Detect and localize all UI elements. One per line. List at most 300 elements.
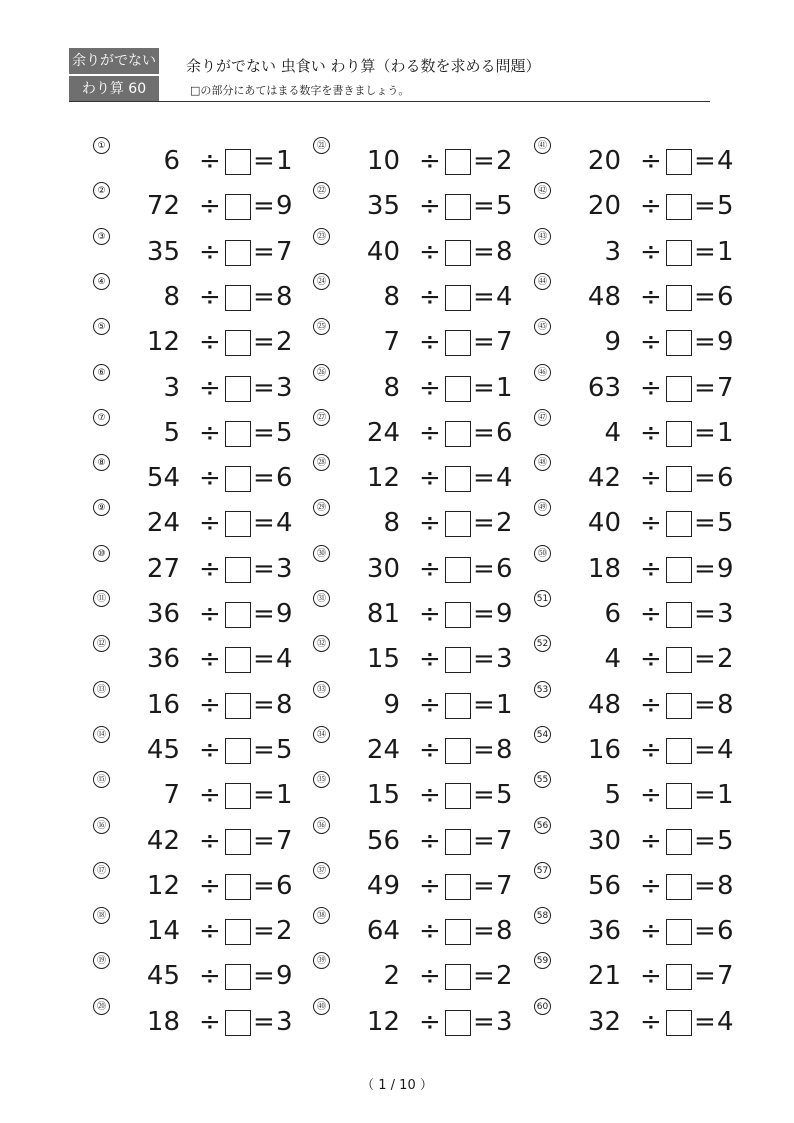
divide-sign: ÷: [640, 916, 662, 947]
quotient: 3: [717, 599, 734, 629]
problem-item: [313, 820, 523, 863]
quotient: 6: [717, 916, 734, 947]
answer-box[interactable]: [445, 330, 471, 356]
problem-item: [534, 276, 744, 319]
equals-sign: =: [253, 146, 275, 176]
answer-box[interactable]: [445, 1010, 471, 1036]
problem-item: [534, 684, 744, 727]
divide-sign: ÷: [419, 417, 441, 448]
dividend: 24: [366, 734, 400, 765]
dividend: 4: [604, 644, 621, 675]
problem-number: ⑫: [93, 635, 110, 652]
divide-sign: ÷: [640, 191, 662, 222]
quotient: 3: [276, 372, 293, 403]
answer-box[interactable]: [225, 240, 251, 266]
badge-top-label: 余りがでない: [69, 48, 159, 74]
divide-sign: ÷: [640, 463, 662, 494]
dividend: 2: [383, 961, 400, 992]
quotient: 5: [496, 780, 513, 811]
problem-item: [313, 143, 523, 183]
answer-box[interactable]: [225, 647, 251, 673]
problem-number: ⑪: [93, 590, 110, 607]
equals-sign: =: [694, 236, 716, 267]
answer-box[interactable]: [445, 421, 471, 447]
problem-number: ㉔: [313, 273, 330, 290]
divide-sign: ÷: [640, 327, 662, 358]
dividend: 10: [366, 146, 400, 176]
equals-sign: =: [473, 644, 495, 675]
divide-sign: ÷: [419, 191, 441, 222]
quotient: 2: [496, 508, 513, 539]
dividend: 20: [587, 191, 621, 222]
answer-box[interactable]: [666, 919, 692, 945]
problem-item: [313, 505, 523, 545]
problem-item: [313, 412, 523, 455]
equals-sign: =: [694, 780, 716, 811]
answer-box[interactable]: [666, 466, 692, 492]
answer-box[interactable]: [666, 240, 692, 266]
quotient: 3: [496, 1006, 513, 1037]
problem-number: ㉗: [313, 409, 330, 426]
dividend: 6: [163, 146, 180, 176]
divide-sign: ÷: [419, 780, 441, 811]
problem-number: ⑩: [93, 545, 110, 562]
problem-number: 56: [534, 817, 551, 834]
answer-box[interactable]: [445, 693, 471, 719]
dividend: 40: [366, 236, 400, 267]
answer-box[interactable]: [666, 285, 692, 311]
answer-box[interactable]: [666, 829, 692, 855]
quotient: 7: [496, 825, 513, 856]
quotient: 9: [717, 553, 734, 584]
worksheet-badge: [69, 48, 159, 102]
problem-number: ⑦: [93, 409, 110, 426]
problem-item: [313, 596, 523, 636]
dividend: 56: [366, 825, 400, 856]
problem-item: [534, 820, 744, 863]
dividend: 8: [383, 508, 400, 539]
problem-item: [313, 188, 523, 228]
answer-box[interactable]: [225, 557, 251, 583]
quotient: 4: [717, 734, 734, 765]
problem-number: 55: [534, 771, 551, 788]
answer-box[interactable]: [445, 738, 471, 764]
quotient: 7: [717, 961, 734, 992]
problem-number: 53: [534, 681, 551, 698]
problem-item: [93, 641, 303, 681]
divide-sign: ÷: [199, 508, 221, 539]
problem-item: [534, 548, 744, 591]
answer-box[interactable]: [666, 602, 692, 628]
problem-number: ㊺: [534, 318, 551, 335]
problem-item: [534, 1001, 744, 1044]
answer-box[interactable]: [445, 964, 471, 990]
answer-box[interactable]: [445, 919, 471, 945]
problem-item: [93, 913, 303, 953]
equals-sign: =: [694, 689, 716, 720]
equals-sign: =: [253, 599, 275, 629]
problem-item: [534, 913, 744, 953]
divide-sign: ÷: [199, 146, 221, 176]
problem-number: ㉟: [313, 771, 330, 788]
answer-box[interactable]: [445, 602, 471, 628]
dividend: 12: [146, 327, 180, 358]
quotient: 1: [717, 417, 734, 448]
problem-item: [313, 865, 523, 908]
divide-sign: ÷: [640, 870, 662, 901]
problem-number: ㉝: [313, 681, 330, 698]
quotient: 9: [276, 961, 293, 992]
quotient: 2: [717, 644, 734, 675]
dividend: 6: [604, 599, 621, 629]
dividend: 63: [587, 372, 621, 403]
answer-box[interactable]: [225, 783, 251, 809]
answer-box[interactable]: [445, 466, 471, 492]
dividend: 64: [366, 916, 400, 947]
equals-sign: =: [473, 780, 495, 811]
answer-box[interactable]: [666, 511, 692, 537]
quotient: 2: [496, 961, 513, 992]
problem-number: ③: [93, 228, 110, 245]
divide-sign: ÷: [419, 961, 441, 992]
divide-sign: ÷: [419, 236, 441, 267]
dividend: 81: [366, 599, 400, 629]
problem-number: ㊾: [534, 499, 551, 516]
dividend: 5: [163, 417, 180, 448]
equals-sign: =: [253, 916, 275, 947]
dividend: 21: [587, 961, 621, 992]
equals-sign: =: [473, 689, 495, 720]
equals-sign: =: [253, 236, 275, 267]
equals-sign: =: [473, 916, 495, 947]
equals-sign: =: [253, 191, 275, 222]
problem-number: ㉖: [313, 364, 330, 381]
problem-number: ㊳: [313, 907, 330, 924]
dividend: 56: [587, 870, 621, 901]
dividend: 9: [383, 689, 400, 720]
answer-box[interactable]: [445, 285, 471, 311]
divide-sign: ÷: [419, 1006, 441, 1037]
problem-number: ㊶: [534, 137, 551, 154]
quotient: 4: [717, 1006, 734, 1037]
problem-number: ㉕: [313, 318, 330, 335]
answer-box[interactable]: [225, 738, 251, 764]
answer-box[interactable]: [666, 1010, 692, 1036]
quotient: 6: [276, 870, 293, 901]
equals-sign: =: [253, 417, 275, 448]
answer-box[interactable]: [225, 330, 251, 356]
dividend: 72: [146, 191, 180, 222]
quotient: 2: [496, 146, 513, 176]
quotient: 8: [276, 689, 293, 720]
problem-number: ㊿: [534, 545, 551, 562]
problem-number: ㊼: [534, 409, 551, 426]
problem-number: ㉒: [313, 182, 330, 199]
dividend: 35: [146, 236, 180, 267]
problem-number: 51: [534, 590, 551, 607]
problem-item: [93, 596, 303, 636]
answer-box[interactable]: [225, 602, 251, 628]
answer-box[interactable]: [666, 330, 692, 356]
answer-box[interactable]: [225, 1010, 251, 1036]
problem-number: 58: [534, 907, 551, 924]
divide-sign: ÷: [640, 146, 662, 176]
dividend: 40: [587, 508, 621, 539]
dividend: 36: [587, 916, 621, 947]
divide-sign: ÷: [419, 916, 441, 947]
answer-box[interactable]: [225, 511, 251, 537]
dividend: 8: [163, 281, 180, 312]
dividend: 32: [587, 1006, 621, 1037]
quotient: 8: [496, 916, 513, 947]
answer-box[interactable]: [445, 647, 471, 673]
problem-number: ㉑: [313, 137, 330, 154]
quotient: 4: [717, 146, 734, 176]
quotient: 8: [717, 689, 734, 720]
divide-sign: ÷: [199, 689, 221, 720]
divide-sign: ÷: [199, 191, 221, 222]
divide-sign: ÷: [419, 281, 441, 312]
quotient: 9: [276, 191, 293, 222]
answer-box[interactable]: [225, 376, 251, 402]
equals-sign: =: [473, 1006, 495, 1037]
problem-item: [313, 548, 523, 591]
divide-sign: ÷: [419, 372, 441, 403]
dividend: 20: [587, 146, 621, 176]
answer-box[interactable]: [445, 149, 471, 175]
answer-box[interactable]: [445, 376, 471, 402]
equals-sign: =: [473, 327, 495, 358]
dividend: 54: [146, 463, 180, 494]
equals-sign: =: [473, 961, 495, 992]
problem-number: ⑤: [93, 318, 110, 335]
problem-item: [93, 324, 303, 364]
equals-sign: =: [253, 508, 275, 539]
dividend: 3: [604, 236, 621, 267]
equals-sign: =: [253, 734, 275, 765]
problem-number: 60: [534, 998, 551, 1015]
quotient: 2: [276, 327, 293, 358]
answer-box[interactable]: [445, 874, 471, 900]
page-number: （ 1 / 10 ）: [361, 1078, 433, 1093]
dividend: 42: [146, 825, 180, 856]
dividend: 48: [587, 689, 621, 720]
problem-item: [534, 865, 744, 908]
answer-box[interactable]: [666, 874, 692, 900]
problem-number: ㉛: [313, 590, 330, 607]
quotient: 3: [276, 1006, 293, 1037]
problem-number: ㊴: [313, 952, 330, 969]
header-divider: [69, 101, 710, 102]
problem-item: [93, 367, 303, 410]
answer-box[interactable]: [225, 964, 251, 990]
answer-box[interactable]: [445, 783, 471, 809]
divide-sign: ÷: [199, 599, 221, 629]
answer-box[interactable]: [666, 421, 692, 447]
dividend: 4: [604, 417, 621, 448]
dividend: 14: [146, 916, 180, 947]
problem-number: ㊽: [534, 454, 551, 471]
problem-item: [93, 684, 303, 727]
problem-item: [93, 777, 303, 817]
problem-number: ⑬: [93, 681, 110, 698]
answer-box[interactable]: [225, 466, 251, 492]
problem-number: ㉚: [313, 545, 330, 562]
quotient: 1: [496, 689, 513, 720]
dividend: 16: [146, 689, 180, 720]
quotient: 7: [276, 825, 293, 856]
problem-item: [534, 777, 744, 817]
equals-sign: =: [473, 734, 495, 765]
divide-sign: ÷: [419, 508, 441, 539]
problem-number: ⑳: [93, 998, 110, 1015]
quotient: 9: [496, 599, 513, 629]
divide-sign: ÷: [199, 870, 221, 901]
quotient: 3: [276, 553, 293, 584]
problem-item: [313, 367, 523, 410]
answer-box[interactable]: [666, 783, 692, 809]
divide-sign: ÷: [419, 327, 441, 358]
answer-box[interactable]: [666, 149, 692, 175]
answer-box[interactable]: [666, 194, 692, 220]
problem-number: ㊻: [534, 364, 551, 381]
quotient: 6: [276, 463, 293, 494]
equals-sign: =: [253, 1006, 275, 1037]
divide-sign: ÷: [199, 644, 221, 675]
answer-box[interactable]: [225, 194, 251, 220]
equals-sign: =: [473, 146, 495, 176]
quotient: 7: [496, 870, 513, 901]
answer-box[interactable]: [666, 693, 692, 719]
dividend: 18: [146, 1006, 180, 1037]
divide-sign: ÷: [419, 463, 441, 494]
equals-sign: =: [694, 463, 716, 494]
answer-box[interactable]: [225, 829, 251, 855]
equals-sign: =: [473, 599, 495, 629]
quotient: 9: [717, 327, 734, 358]
problem-number: ㉘: [313, 454, 330, 471]
problem-number: ⑥: [93, 364, 110, 381]
quotient: 5: [717, 508, 734, 539]
problem-item: [534, 505, 744, 545]
divide-sign: ÷: [419, 146, 441, 176]
answer-box[interactable]: [445, 194, 471, 220]
answer-box[interactable]: [666, 647, 692, 673]
dividend: 48: [587, 281, 621, 312]
dividend: 15: [366, 644, 400, 675]
problem-item: [93, 412, 303, 455]
quotient: 1: [276, 146, 293, 176]
problem-item: [313, 1001, 523, 1044]
problem-item: [313, 641, 523, 681]
divide-sign: ÷: [199, 734, 221, 765]
answer-box[interactable]: [445, 557, 471, 583]
answer-box[interactable]: [225, 285, 251, 311]
equals-sign: =: [694, 961, 716, 992]
worksheet-instruction: □の部分にあてはまる数字を書きましょう。: [190, 84, 410, 97]
answer-box[interactable]: [666, 738, 692, 764]
equals-sign: =: [694, 599, 716, 629]
equals-sign: =: [694, 281, 716, 312]
dividend: 49: [366, 870, 400, 901]
dividend: 24: [366, 417, 400, 448]
divide-sign: ÷: [640, 417, 662, 448]
divide-sign: ÷: [199, 463, 221, 494]
equals-sign: =: [473, 553, 495, 584]
answer-box[interactable]: [666, 557, 692, 583]
divide-sign: ÷: [419, 870, 441, 901]
answer-box[interactable]: [225, 149, 251, 175]
problem-item: [313, 913, 523, 953]
problem-item: [534, 231, 744, 274]
divide-sign: ÷: [199, 825, 221, 856]
divide-sign: ÷: [199, 372, 221, 403]
answer-box[interactable]: [666, 376, 692, 402]
answer-box[interactable]: [445, 511, 471, 537]
dividend: 5: [604, 780, 621, 811]
problem-number: ⑮: [93, 771, 110, 788]
problem-item: [93, 460, 303, 500]
quotient: 7: [496, 327, 513, 358]
problem-number: 52: [534, 635, 551, 652]
problem-number: 54: [534, 726, 551, 743]
equals-sign: =: [694, 553, 716, 584]
divide-sign: ÷: [640, 780, 662, 811]
answer-box[interactable]: [445, 240, 471, 266]
equals-sign: =: [473, 508, 495, 539]
answer-box[interactable]: [225, 874, 251, 900]
quotient: 6: [717, 463, 734, 494]
problem-number: ④: [93, 273, 110, 290]
divide-sign: ÷: [640, 508, 662, 539]
answer-box[interactable]: [225, 421, 251, 447]
equals-sign: =: [473, 417, 495, 448]
problem-number: ㉞: [313, 726, 330, 743]
divide-sign: ÷: [640, 644, 662, 675]
divide-sign: ÷: [419, 644, 441, 675]
problem-item: [93, 143, 303, 183]
equals-sign: =: [473, 191, 495, 222]
equals-sign: =: [694, 916, 716, 947]
problem-item: [534, 958, 744, 998]
answer-box[interactable]: [666, 964, 692, 990]
problem-number: ⑭: [93, 726, 110, 743]
dividend: 36: [146, 599, 180, 629]
answer-box[interactable]: [225, 693, 251, 719]
divide-sign: ÷: [199, 327, 221, 358]
problem-item: [93, 958, 303, 998]
problem-number: ⑰: [93, 862, 110, 879]
dividend: 30: [366, 553, 400, 584]
dividend: 18: [587, 553, 621, 584]
answer-box[interactable]: [445, 829, 471, 855]
quotient: 4: [496, 281, 513, 312]
problem-number: ⑯: [93, 817, 110, 834]
quotient: 4: [276, 508, 293, 539]
dividend: 24: [146, 508, 180, 539]
equals-sign: =: [694, 327, 716, 358]
equals-sign: =: [253, 825, 275, 856]
divide-sign: ÷: [640, 281, 662, 312]
divide-sign: ÷: [640, 825, 662, 856]
answer-box[interactable]: [225, 919, 251, 945]
problem-item: [313, 958, 523, 998]
dividend: 9: [604, 327, 621, 358]
equals-sign: =: [253, 327, 275, 358]
equals-sign: =: [253, 463, 275, 494]
divide-sign: ÷: [640, 599, 662, 629]
divide-sign: ÷: [199, 1006, 221, 1037]
